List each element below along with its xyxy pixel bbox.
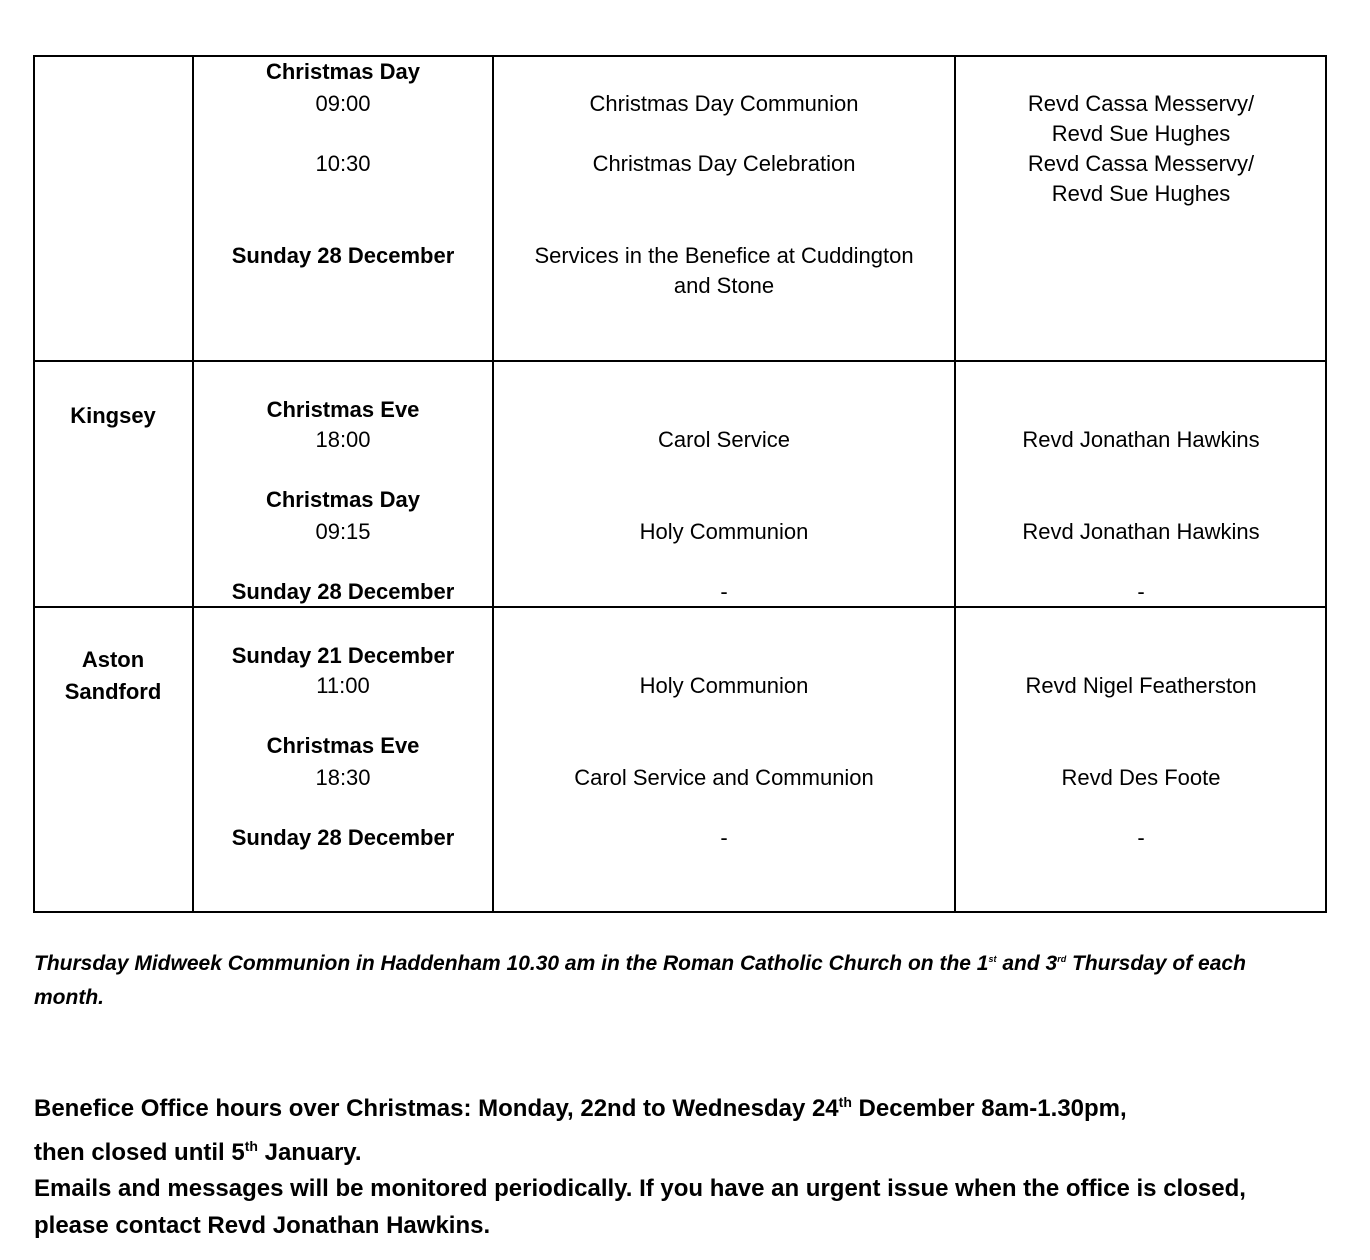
minister-name: Revd Cassa Messervy/ bbox=[1027, 91, 1255, 116]
note-superscript: rd bbox=[1057, 954, 1067, 964]
note-text: Thursday Midweek Communion in Haddenham 10.30 am in the Roman Catholic Church on the 1 bbox=[34, 952, 989, 975]
service-day: Christmas Day bbox=[265, 487, 421, 512]
minister-name: - bbox=[1137, 579, 1145, 604]
note-text: month. bbox=[34, 986, 104, 1009]
church-name: Aston bbox=[81, 647, 145, 672]
service-name: Christmas Day Celebration bbox=[592, 151, 856, 176]
table-divider bbox=[33, 360, 1327, 362]
service-day: Sunday 28 December bbox=[231, 825, 455, 850]
minister-name: - bbox=[1137, 825, 1145, 850]
note-superscript: st bbox=[988, 954, 997, 964]
service-name: - bbox=[720, 579, 728, 604]
service-name: Carol Service and Communion bbox=[574, 765, 874, 790]
service-time: 09:00 bbox=[315, 91, 371, 116]
service-day: Christmas Eve bbox=[266, 397, 420, 422]
service-time: 09:15 bbox=[315, 519, 371, 544]
service-name: Holy Communion bbox=[639, 519, 809, 544]
service-name: - bbox=[720, 825, 728, 850]
service-time: 18:00 bbox=[315, 427, 371, 452]
service-time: 11:00 bbox=[316, 673, 370, 698]
emails-line: Emails and messages will be monitored periodically. If you have an urgent issue when the office is closed, bbox=[34, 1175, 1246, 1202]
notice-text: Benefice Office hours over Christmas: Monday, 22nd to Wednesday 24 bbox=[34, 1095, 839, 1122]
minister-name: Revd Cassa Messervy/ bbox=[1027, 151, 1255, 176]
minister-name: Revd Sue Hughes bbox=[1051, 121, 1231, 146]
notice-superscript: th bbox=[838, 1094, 852, 1110]
service-day: Sunday 21 December bbox=[231, 643, 455, 668]
notice-text: then closed until 5 bbox=[34, 1138, 245, 1166]
service-day: Christmas Day bbox=[265, 59, 421, 84]
church-name: Kingsey bbox=[70, 403, 156, 428]
minister-name: Revd Jonathan Hawkins bbox=[1022, 427, 1260, 452]
service-time: 18:30 bbox=[315, 765, 371, 790]
minister-name: Revd Sue Hughes bbox=[1051, 181, 1231, 206]
office-hours-notice bbox=[34, 1084, 1364, 1244]
service-day: Sunday 28 December bbox=[231, 243, 455, 268]
office-closed-line bbox=[34, 1128, 1364, 1172]
notice-text: January. bbox=[257, 1138, 362, 1166]
service-time: 10:30 bbox=[315, 151, 371, 176]
service-day: Sunday 28 December bbox=[231, 579, 455, 604]
minister-name: Revd Des Foote bbox=[1061, 765, 1221, 790]
midweek-communion-note bbox=[34, 942, 1324, 1015]
service-day: Christmas Eve bbox=[266, 733, 420, 758]
notice-superscript: th bbox=[244, 1137, 258, 1154]
office-hours-line bbox=[34, 1084, 1364, 1128]
notice-text: December 8am-1.30pm, bbox=[851, 1095, 1127, 1122]
contact-line: please contact Revd Jonathan Hawkins. bbox=[34, 1211, 491, 1239]
minister-name: Revd Nigel Featherston bbox=[1025, 673, 1257, 698]
service-name: and Stone bbox=[673, 273, 775, 298]
service-name: Holy Communion bbox=[639, 673, 809, 698]
minister-name: Revd Jonathan Hawkins bbox=[1022, 519, 1260, 544]
church-name: Sandford bbox=[64, 679, 162, 704]
service-name: Christmas Day Communion bbox=[589, 91, 859, 116]
service-name: Carol Service bbox=[657, 427, 791, 452]
service-name: Services in the Benefice at Cuddington bbox=[534, 243, 914, 268]
note-text: and 3 bbox=[996, 952, 1058, 975]
note-text: Thursday of each bbox=[1066, 952, 1246, 975]
